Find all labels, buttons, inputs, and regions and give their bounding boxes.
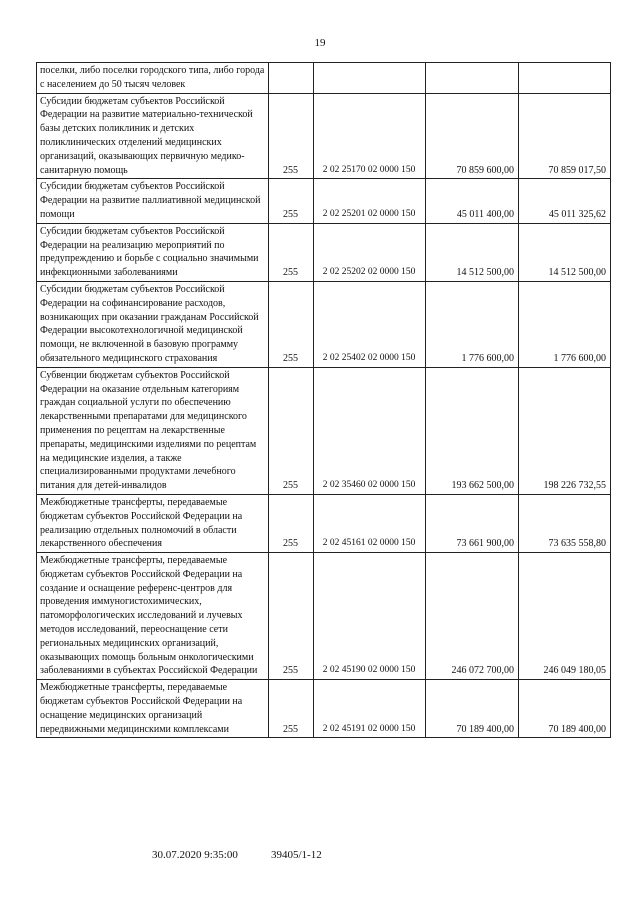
row-name-cell: Межбюджетные трансферты, передаваемые бюджетам субъектов Российской Федерации на реализацию отдельных полномочий в области лекарственного обеспечения — [37, 494, 269, 552]
row-kbk-cell: 2 02 45161 02 0000 150 — [314, 494, 426, 552]
table-row — [37, 63, 611, 94]
table-row — [37, 281, 611, 367]
row-executed-amount-cell: 14 512 500,00 — [519, 223, 611, 281]
row-executed-amount-cell: 45 011 325,62 — [519, 179, 611, 223]
row-kbk-cell: 2 02 35460 02 0000 150 — [314, 367, 426, 494]
row-kbk-cell: 2 02 25202 02 0000 150 — [314, 223, 426, 281]
row-executed-amount-cell: 198 226 732,55 — [519, 367, 611, 494]
page-number: 19 — [314, 37, 326, 49]
print-timestamp: 30.07.2020 9:35:00 — [152, 849, 238, 861]
row-code-cell: 255 — [269, 223, 314, 281]
row-code-cell: 255 — [269, 93, 314, 179]
row-approved-amount-cell: 70 859 600,00 — [426, 93, 519, 179]
row-approved-amount-cell: 193 662 500,00 — [426, 367, 519, 494]
row-approved-amount-cell: 45 011 400,00 — [426, 179, 519, 223]
row-kbk-cell: 2 02 45191 02 0000 150 — [314, 680, 426, 738]
table-row — [37, 223, 611, 281]
row-name-cell: Межбюджетные трансферты, передаваемые бюджетам субъектов Российской Федерации на создание и оснащение референс-центров для проведения иммуногистохимических, патоморфологических исследований и лучевых методов исследований, переоснащение сети региональных медицинских организаций, оказывающих помощь больным онкологическими заболеваниями в субъектах Российской Федерации — [37, 553, 269, 680]
row-kbk-cell: 2 02 45190 02 0000 150 — [314, 553, 426, 680]
row-approved-amount-cell: 14 512 500,00 — [426, 223, 519, 281]
row-approved-amount-cell — [426, 63, 519, 94]
row-kbk-cell: 2 02 25170 02 0000 150 — [314, 93, 426, 179]
row-kbk-cell: 2 02 25201 02 0000 150 — [314, 179, 426, 223]
table-row — [37, 93, 611, 179]
row-approved-amount-cell: 70 189 400,00 — [426, 680, 519, 738]
row-code-cell — [269, 63, 314, 94]
budget-table-body — [37, 63, 611, 738]
row-executed-amount-cell: 73 635 558,80 — [519, 494, 611, 552]
row-executed-amount-cell: 70 859 017,50 — [519, 93, 611, 179]
table-row — [37, 367, 611, 494]
document-number: 39405/1-12 — [271, 849, 322, 861]
table-row — [37, 680, 611, 738]
row-name-cell: Субсидии бюджетам субъектов Российской Федерации на реализацию мероприятий по предупреждению и борьбе с социально значимыми инфекционными заболеваниями — [37, 223, 269, 281]
row-name-cell: Субвенции бюджетам субъектов Российской Федерации на оказание отдельным категориям граждан социальной услуги по обеспечению лекарственными препаратами для медицинского применения по рецептам на лекарственные препараты, медицинскими изделиями по рецептам на медицинские изделия, а также специализированными продуктами лечебного питания для детей-инвалидов — [37, 367, 269, 494]
budget-table — [36, 62, 611, 738]
row-executed-amount-cell: 1 776 600,00 — [519, 281, 611, 367]
row-code-cell: 255 — [269, 553, 314, 680]
row-name-cell: Межбюджетные трансферты, передаваемые бюджетам субъектов Российской Федерации на оснащение медицинских организаций передвижными медицинскими комплексами — [37, 680, 269, 738]
row-code-cell: 255 — [269, 179, 314, 223]
table-row — [37, 494, 611, 552]
row-name-cell: Субсидии бюджетам субъектов Российской Федерации на развитие паллиативной медицинской помощи — [37, 179, 269, 223]
row-name-cell: поселки, либо поселки городского типа, либо города с населением до 50 тысяч человек — [37, 63, 269, 94]
row-approved-amount-cell: 1 776 600,00 — [426, 281, 519, 367]
row-kbk-cell: 2 02 25402 02 0000 150 — [314, 281, 426, 367]
table-row — [37, 179, 611, 223]
row-name-cell: Субсидии бюджетам субъектов Российской Федерации на софинансирование расходов, возникающих при оказании гражданам Российской Федерации высокотехнологичной медицинской помощи, не включенной в базовую программу обязательного медицинского страхования — [37, 281, 269, 367]
table-row — [37, 553, 611, 680]
row-kbk-cell — [314, 63, 426, 94]
row-code-cell: 255 — [269, 367, 314, 494]
row-approved-amount-cell: 246 072 700,00 — [426, 553, 519, 680]
row-code-cell: 255 — [269, 494, 314, 552]
row-code-cell: 255 — [269, 281, 314, 367]
row-executed-amount-cell: 70 189 400,00 — [519, 680, 611, 738]
row-code-cell: 255 — [269, 680, 314, 738]
row-executed-amount-cell: 246 049 180,05 — [519, 553, 611, 680]
row-name-cell: Субсидии бюджетам субъектов Российской Федерации на развитие материально-технической базы детских поликлиник и детских поликлинических отделений медицинских организаций, оказывающих первичную медико-санитарную помощь — [37, 93, 269, 179]
row-executed-amount-cell — [519, 63, 611, 94]
row-approved-amount-cell: 73 661 900,00 — [426, 494, 519, 552]
